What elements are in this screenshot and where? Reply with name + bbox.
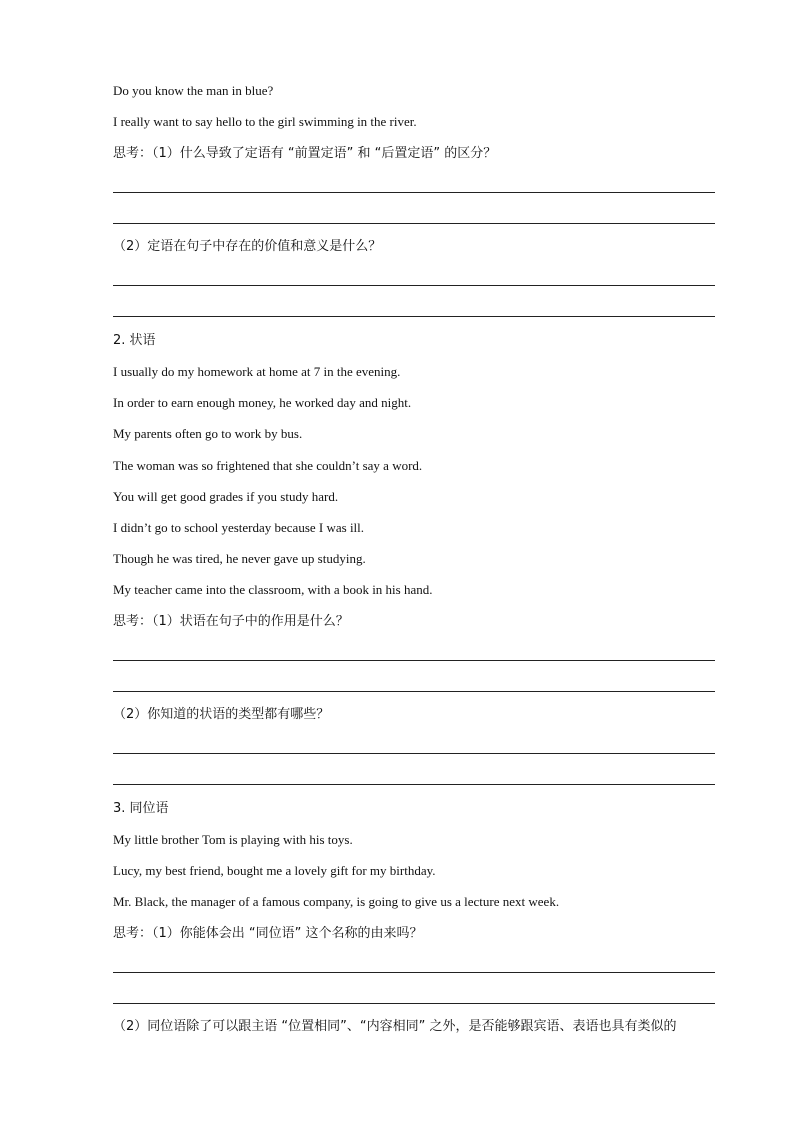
example-sentence: Do you know the man in blue?	[113, 83, 274, 98]
example-sentence: I didn’t go to school yesterday because I was ill.	[113, 520, 365, 535]
think-question: 思考：（1）你能体会出 “同位语” 这个名称的由来吗？	[113, 926, 423, 941]
answer-line	[113, 784, 715, 785]
example-sentence: I really want to say hello to the girl swimming in the river.	[113, 114, 417, 129]
section-heading: 2. 状语	[113, 333, 156, 348]
example-sentence: My little brother Tom is playing with his toys.	[113, 832, 353, 847]
example-sentence: My parents often go to work by bus.	[113, 426, 303, 441]
think-question: 思考：（1）什么导致了定语有 “前置定语” 和 “后置定语” 的区分？	[113, 146, 497, 161]
answer-line	[113, 316, 715, 317]
section-heading: 3. 同位语	[113, 801, 169, 816]
answer-line	[113, 691, 715, 692]
answer-line	[113, 660, 715, 661]
answer-line	[113, 223, 715, 224]
think-question: 思考：（1）状语在句子中的作用是什么？	[113, 614, 349, 629]
example-sentence: In order to earn enough money, he worked day and night.	[113, 395, 412, 410]
example-sentence: My teacher came into the classroom, with a book in his hand.	[113, 582, 433, 597]
think-question: （2）定语在句子中存在的价值和意义是什么？	[113, 239, 382, 254]
answer-line	[113, 285, 715, 286]
answer-line	[113, 753, 715, 754]
example-sentence: Mr. Black, the manager of a famous company, is going to give us a lecture next week.	[113, 894, 560, 909]
answer-line	[113, 192, 715, 193]
example-sentence: The woman was so frightened that she couldn’t say a word.	[113, 458, 423, 473]
example-sentence: You will get good grades if you study hard.	[113, 489, 339, 504]
example-sentence: Lucy, my best friend, bought me a lovely gift for my birthday.	[113, 863, 436, 878]
answer-line	[113, 1003, 715, 1004]
think-question: （2）同位语除了可以跟主语 “位置相同”、“内容相同” 之外，是否能够跟宾语、表语也具有类似的	[113, 1019, 677, 1034]
example-sentence: I usually do my homework at home at 7 in the evening.	[113, 364, 401, 379]
example-sentence: Though he was tired, he never gave up studying.	[113, 551, 366, 566]
think-question: （2）你知道的状语的类型都有哪些？	[113, 707, 330, 722]
answer-line	[113, 972, 715, 973]
